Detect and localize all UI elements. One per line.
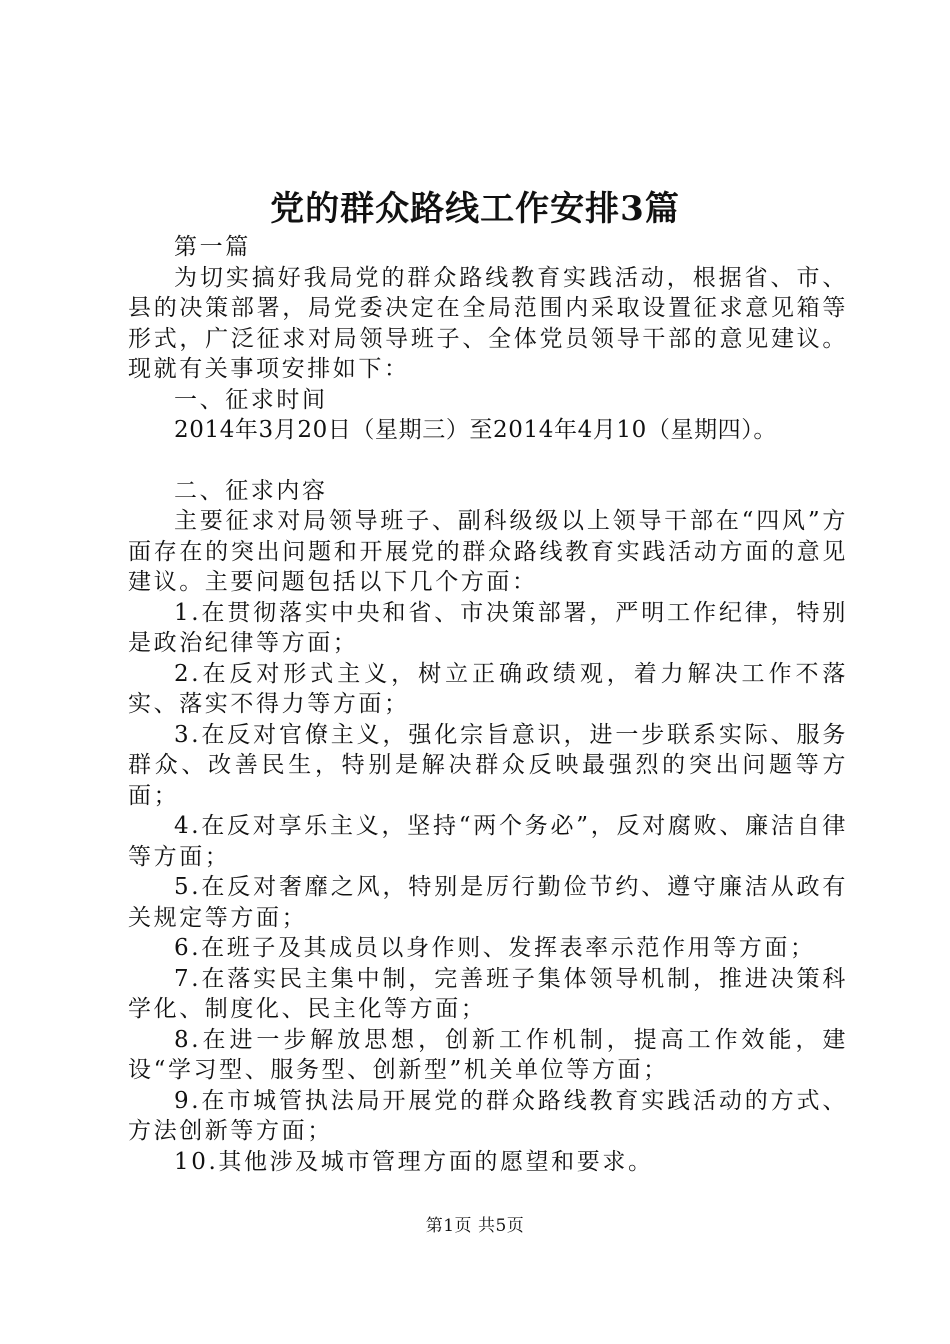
heading-content: 二、征求内容 [174,477,328,504]
list-item-10: 10.其他涉及城市管理方面的愿望和要求。 [174,1148,654,1175]
document-title: 党的群众路线工作安排3篇 [270,189,680,229]
list-item-3: 3.在反对官僚主义，强化宗旨意识，进一步联系实际、服务群众、改善民生，特别是解决群众反映最强烈的突出问题等方面； [128,721,848,809]
list-item-6: 6.在班子及其成员以身作则、发挥表率示范作用等方面； [174,935,816,961]
intro-paragraph: 为切实搞好我局党的群众路线教育实践活动，根据省、市、县的决策部署，局党委决定在全局范围内采取设置征求意见箱等形式，广泛征求对局领导班子、全体党员领导干部的意见建议。现就有关事项安排如下： [128,264,848,382]
page-footer: 第1页 共5页 [425,1216,525,1236]
list-item-2: 2.在反对形式主义，树立正确政绩观，着力解决工作不落实、落实不得力等方面； [128,660,848,717]
document-body [128,232,848,1177]
list-item-1: 1.在贯彻落实中央和省、市决策部署，严明工作纪律，特别是政治纪律等方面； [128,599,848,656]
list-item-9: 9.在市城管执法局开展党的群众路线教育实践活动的方式、方法创新等方面； [128,1087,848,1144]
time-range: 2014年3月20日（星期三）至2014年4月10（星期四）。 [174,417,777,443]
section-heading-first: 第一篇 [174,234,251,260]
list-item-4: 4.在反对享乐主义，坚持“两个务必”，反对腐败、廉洁自律等方面； [128,813,848,870]
list-item-8: 8.在进一步解放思想，创新工作机制，提高工作效能，建设“学习型、服务型、创新型”机关单位等方面； [128,1026,848,1083]
heading-time: 一、征求时间 [174,386,328,413]
content-paragraph: 主要征求对局领导班子、副科级级以上领导干部在“四风”方面存在的突出问题和开展党的群众路线教育实践活动方面的意见建议。主要问题包括以下几个方面： [128,508,848,595]
list-item-5: 5.在反对奢靡之风，特别是厉行勤俭节约、遵守廉洁从政有关规定等方面； [128,874,848,931]
list-item-7: 7.在落实民主集中制，完善班子集体领导机制，推进决策科学化、制度化、民主化等方面； [128,965,848,1022]
